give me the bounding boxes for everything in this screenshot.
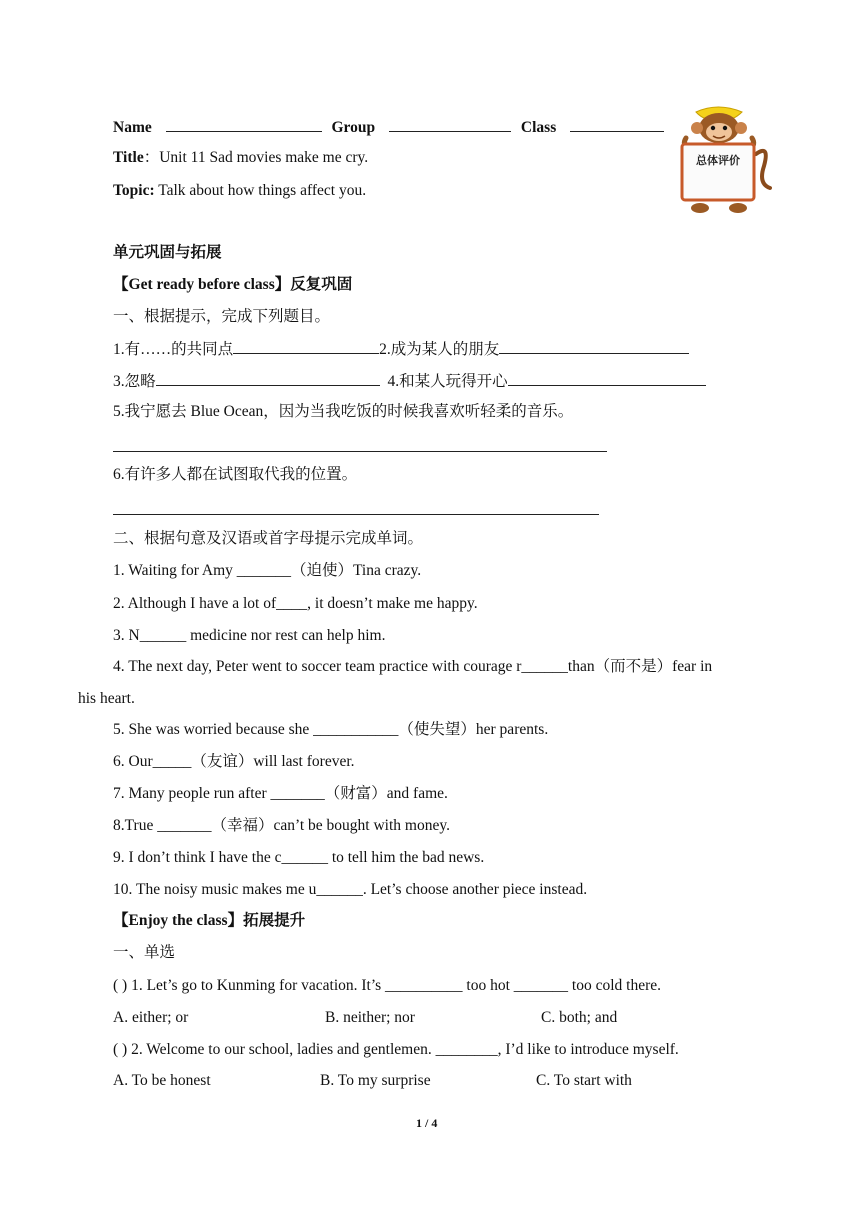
bracket-open: 【 [113, 912, 129, 929]
topic-text: Talk about how things affect you. [154, 182, 367, 199]
fill-item-2: 2. Although I have a lot of____, it doesn’t make me happy. [113, 595, 478, 612]
part2-title: 二、根据句意及汉语或首字母提示完成单词。 [113, 530, 424, 547]
q3-q4-row [113, 371, 706, 392]
q5-answer-line[interactable] [113, 451, 607, 452]
q2-blank[interactable] [499, 339, 689, 354]
ready-heading [113, 275, 352, 295]
q1-q2-row [113, 339, 689, 360]
q2-text: 2.成为某人的朋友 [379, 341, 500, 358]
enjoy-heading-cn: 拓展提升 [243, 912, 306, 929]
fill-item-5: 5. She was worried because she ___________（使失望）her parents. [113, 721, 549, 738]
enjoy-heading-en: Enjoy the class [128, 912, 228, 929]
class-label: Class [520, 119, 557, 136]
enjoy-part1-title: 一、单选 [113, 944, 176, 961]
section-heading: 单元巩固与拓展 [113, 244, 222, 261]
mc1-option-b[interactable]: B. neither; nor [325, 1009, 415, 1026]
q3-text: 3.忽略 [113, 373, 156, 390]
fill-item-6: 6. Our_____（友谊）will last forever. [113, 753, 355, 770]
mc2-option-c[interactable]: C. To start with [536, 1072, 632, 1089]
ready-heading-cn: 反复巩固 [290, 276, 353, 293]
fill-item-9: 9. I don’t think I have the c______ to tell him the bad news. [113, 849, 485, 866]
q6-text: 6.有许多人都在试图取代我的位置。 [113, 466, 358, 483]
fill-item-1: 1. Waiting for Amy _______（迫使）Tina crazy. [113, 562, 422, 579]
q6-answer-line[interactable] [113, 514, 599, 515]
name-row [113, 117, 670, 138]
q4-text: 4.和某人玩得开心 [387, 373, 508, 390]
fill-item-4-cont: his heart. [78, 690, 135, 707]
fill-item-3: 3. N______ medicine nor rest can help him. [113, 627, 386, 644]
topic-line [113, 181, 366, 201]
mc1-option-c[interactable]: C. both; and [541, 1009, 618, 1026]
fill-item-7: 7. Many people run after _______（财富）and fame. [113, 785, 448, 802]
ready-heading-en: Get ready before class [128, 276, 275, 293]
title-line [113, 148, 368, 168]
q1-text: 1.有……的共同点 [113, 341, 234, 358]
bracket-close: 】 [274, 276, 291, 293]
q1-blank[interactable] [233, 339, 379, 354]
enjoy-heading [113, 911, 305, 931]
group-label: Group [331, 119, 376, 136]
part1-title: 一、根据提示，完成下列题目。 [113, 308, 331, 325]
bracket-close: 】 [227, 912, 244, 929]
logo-board-text: 总体评价 [696, 154, 740, 167]
title-label: Title [113, 149, 144, 166]
mc1-stem: ( ) 1. Let’s go to Kunming for vacation. It’s __________ too hot _______ too cold there. [113, 977, 662, 994]
mc2-option-b[interactable]: B. To my surprise [320, 1072, 431, 1089]
mc2-option-a[interactable]: A. To be honest [113, 1072, 211, 1089]
q3-blank[interactable] [156, 371, 380, 386]
title-colon: ： [143, 149, 160, 166]
bracket-open: 【 [113, 276, 129, 293]
class-field[interactable] [570, 117, 664, 132]
name-label: Name [113, 119, 152, 136]
topic-label: Topic: [113, 182, 155, 199]
name-field[interactable] [166, 117, 322, 132]
page-number: 1 / 4 [416, 1116, 438, 1130]
fill-item-10: 10. The noisy music makes me u______. Let’s choose another piece instead. [113, 881, 588, 898]
mc2-stem: ( ) 2. Welcome to our school, ladies and gentlemen. ________, I’d like to introduce myself. [113, 1041, 679, 1058]
group-field[interactable] [389, 117, 511, 132]
title-text: Unit 11 Sad movies make me cry. [159, 149, 369, 166]
monkey-evaluation-logo [666, 104, 772, 216]
q4-blank[interactable] [508, 371, 706, 386]
fill-item-8: 8.True _______（幸福）can’t be bought with money. [113, 817, 450, 834]
mc1-option-a[interactable]: A. either; or [113, 1009, 189, 1026]
fill-item-4: 4. The next day, Peter went to soccer team practice with courage r______than（而不是）fear in [113, 658, 713, 675]
q5-text: 5.我宁愿去 Blue Ocean，因为当我吃饭的时候我喜欢听轻柔的音乐。 [113, 403, 574, 420]
